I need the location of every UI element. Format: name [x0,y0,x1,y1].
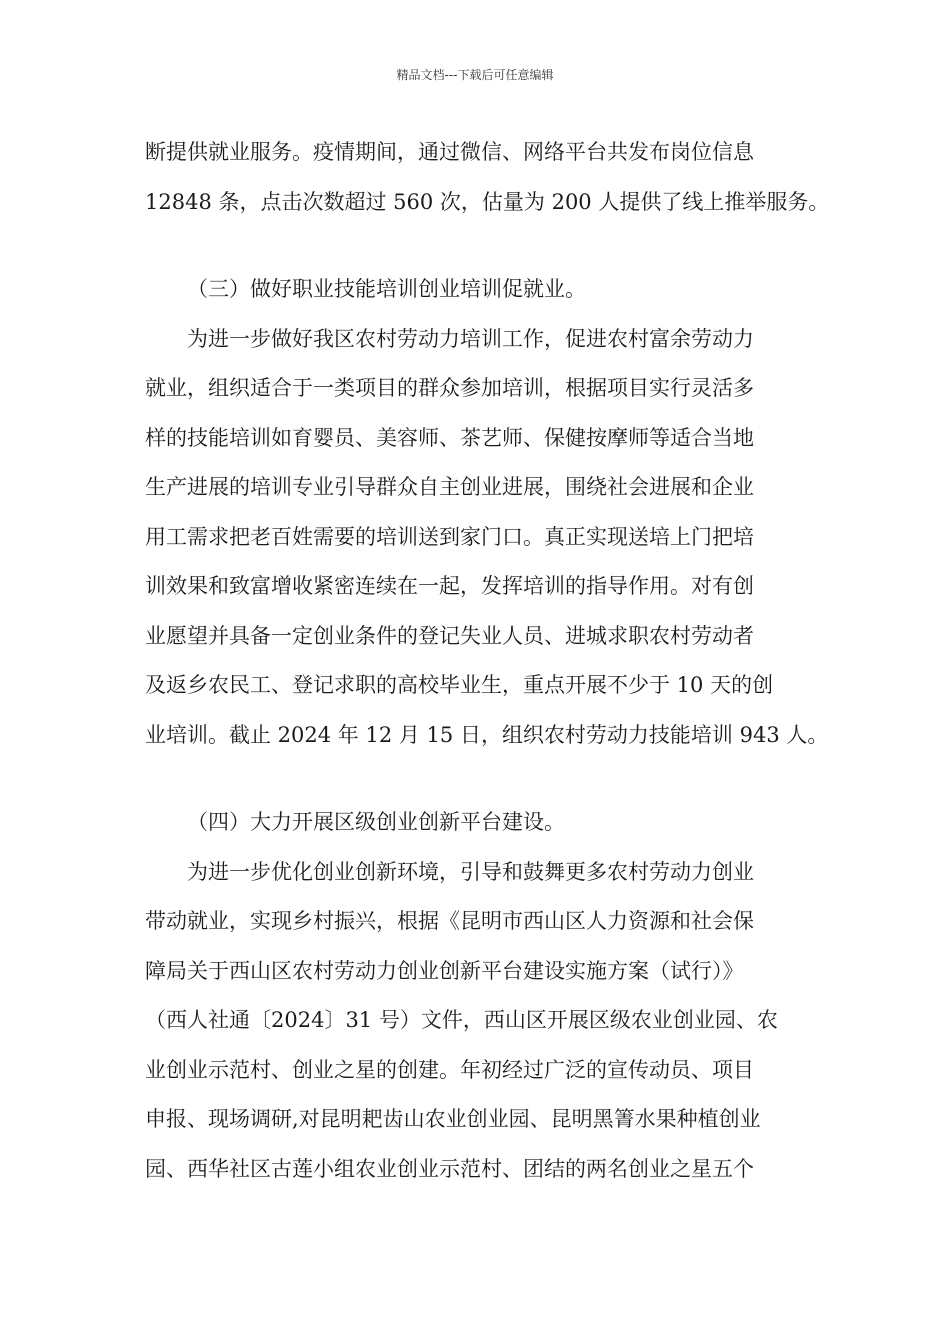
paragraph-line: 断提供就业服务。疫情期间，通过微信、网络平台共发布岗位信息 [145,140,754,164]
paragraph-line: 业愿望并具备一定创业条件的登记失业人员、进城求职农村劳动者 [145,623,754,648]
paragraph-line: 为进一步做好我区农村劳动力培训工作，促进农村富余劳动力 [145,326,754,351]
paragraph-line: （西人社通〔2024〕31 号）文件，西山区开展区级农业创业园、农 [145,1008,778,1032]
paragraph-line: 带动就业，实现乡村振兴，根据《昆明市西山区人力资源和社会保 [145,909,754,933]
paragraph-line: 生产进展的培训专业引导群众自主创业进展，围绕社会进展和企业 [145,475,754,499]
paragraph-line: 及返乡农民工、登记求职的高校毕业生，重点开展不少于 10 天的创 [145,673,774,697]
section-gap [145,227,825,265]
page-header: 精品文档---下载后可任意编辑 [396,68,554,82]
paragraph-line: 园、西华社区古莲小组农业创业示范村、团结的两名创业之星五个 [145,1156,754,1181]
paragraph-line: 为进一步优化创业创新环境，引导和鼓舞更多农村劳动力创业 [145,859,754,884]
paragraph-line: 业创业示范村、创业之星的创建。年初经过广泛的宣传动员、项目 [145,1057,754,1082]
section-heading-3: （三）做好职业技能培训创业培训促就业。 [187,277,586,301]
paragraph-line: 业培训。截止 2024 年 12 月 15 日，组织农村劳动力技能培训 943 人。 [145,722,829,747]
section-gap [145,760,825,798]
section-heading-4: （四）大力开展区级创业创新平台建设。 [187,810,565,834]
paragraph-line: 用工需求把老百姓需要的培训送到家门口。真正实现送培上门把培 [145,524,754,549]
paragraph-line: 样的技能培训如育婴员、美容师、茶艺师、保健按摩师等适合当地 [145,425,754,450]
paragraph-line: 就业，组织适合于一类项目的群众参加培训，根据项目实行灵活多 [145,376,754,400]
paragraph-line: 训效果和致富增收紧密连续在一起，发挥培训的指导作用。对有创 [145,574,754,598]
paragraph-line: 12848 条，点击次数超过 560 次，估量为 200 人提供了线上推举服务。 [145,189,830,214]
paragraph-line: 申报、现场调研,对昆明耙齿山农业创业园、昆明黑箐水果种植创业 [145,1107,761,1131]
paragraph-line: 障局关于西山区农村劳动力创业创新平台建设实施方案（试行）》 [145,958,744,983]
document-body [145,128,830,1194]
